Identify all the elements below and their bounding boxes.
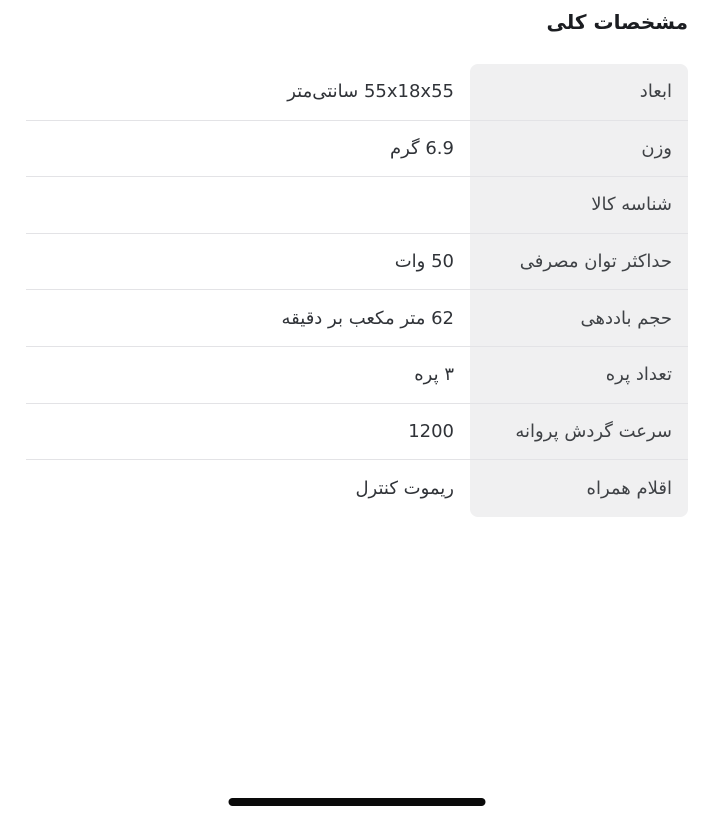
spec-value-cell xyxy=(26,234,470,290)
spec-value-cell xyxy=(26,121,470,177)
spec-table-row xyxy=(26,177,688,234)
spec-value-cell xyxy=(26,404,470,460)
page-title: مشخصات کلی xyxy=(546,10,688,34)
spec-label: حداکثر توان مصرفی xyxy=(519,251,672,273)
spec-value: 6.9 گرم xyxy=(389,137,454,159)
spec-label-cell xyxy=(470,347,688,403)
spec-value-cell xyxy=(26,460,470,517)
spec-value-cell xyxy=(26,64,470,120)
spec-table-row xyxy=(26,64,688,121)
home-indicator[interactable] xyxy=(229,798,486,806)
spec-value: 50 وات xyxy=(394,251,454,273)
spec-value: ۳ پره xyxy=(414,364,454,386)
spec-label-cell xyxy=(470,64,688,120)
spec-table-row xyxy=(26,121,688,178)
spec-value: ریموت کنترل xyxy=(355,477,454,499)
spec-label-cell xyxy=(470,460,688,517)
spec-label: حجم باددهی xyxy=(580,307,672,329)
spec-value-cell xyxy=(26,177,470,233)
spec-value-cell xyxy=(26,347,470,403)
spec-label: ابعاد xyxy=(639,81,672,103)
spec-label: سرعت گردش پروانه xyxy=(515,420,672,442)
spec-label: شناسه کالا xyxy=(591,194,672,216)
spec-table xyxy=(26,64,688,517)
spec-label: وزن xyxy=(641,137,672,159)
spec-label-cell xyxy=(470,234,688,290)
spec-label-cell xyxy=(470,404,688,460)
spec-label-cell xyxy=(470,177,688,233)
spec-value: 1200 xyxy=(408,420,454,442)
spec-label-cell xyxy=(470,290,688,346)
spec-label-cell xyxy=(470,121,688,177)
spec-table-row xyxy=(26,234,688,291)
spec-value: 55x18x55 سانتی‌متر xyxy=(287,81,454,103)
spec-table-row xyxy=(26,460,688,517)
spec-label: تعداد پره xyxy=(605,364,672,386)
spec-table-row xyxy=(26,290,688,347)
spec-value: 62 متر مکعب بر دقیقه xyxy=(281,307,454,329)
spec-table-row xyxy=(26,347,688,404)
spec-value-cell xyxy=(26,290,470,346)
spec-label: اقلام همراه xyxy=(586,477,672,499)
spec-table-row xyxy=(26,404,688,461)
